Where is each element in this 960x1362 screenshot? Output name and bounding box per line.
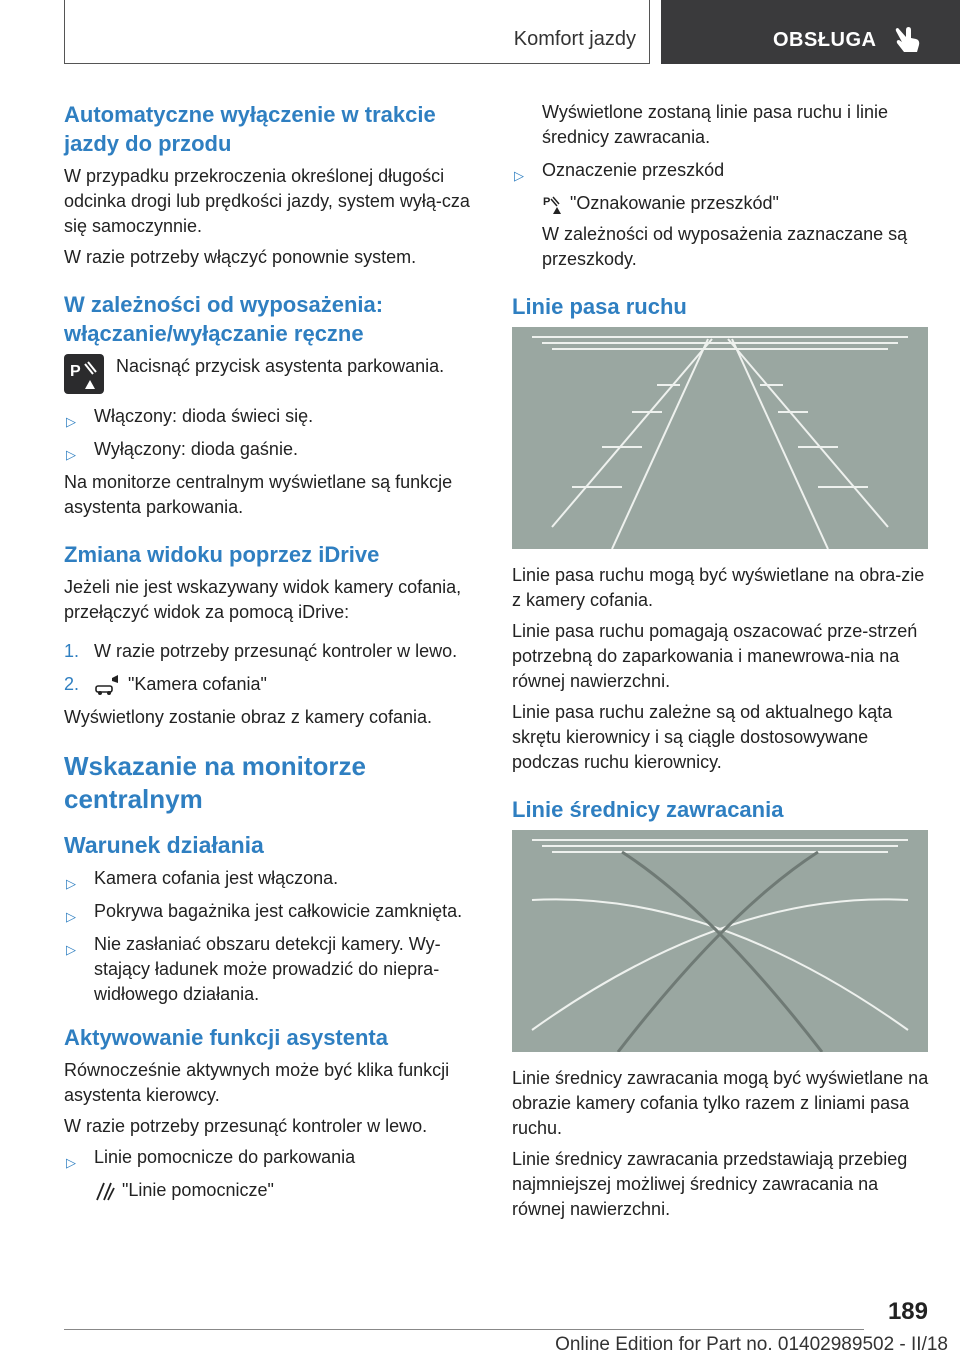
paragraph: Równocześnie aktywnych może być klika funkcji asystenta kierowcy.: [64, 1060, 450, 1105]
paragraph: W zależności od wyposażenia zaznaczane są przeszkody.: [542, 224, 908, 269]
paragraph: Linie pasa ruchu mogą być wyświetlane na obra-zie z kamery cofania.: [512, 565, 925, 610]
hand-pointer-icon: [894, 24, 922, 56]
heading-lanes: Linie pasa ruchu: [512, 294, 687, 319]
triangle-bullet-icon: ▷: [66, 942, 76, 957]
triangle-bullet-icon: ▷: [66, 909, 76, 924]
triangle-bullet-icon: ▷: [514, 168, 524, 183]
svg-text:P: P: [70, 363, 81, 380]
header-rule-bottom: [64, 63, 650, 64]
page-number: 189: [887, 1298, 928, 1325]
heading-manual-switch: W zależności od wyposażenia: włączanie/wyłączanie ręczne: [64, 292, 384, 346]
paragraph: Linie średnicy zawracania mogą być wyświetlane na obrazie kamery cofania tylko razem z liniami pasa ruchu.: [512, 1068, 929, 1138]
park-assist-button-row: [64, 354, 484, 394]
triangle-bullet-icon: ▷: [66, 414, 76, 429]
function-list: [64, 1145, 484, 1170]
lane-lines-camera-image: [512, 327, 928, 549]
list-item: ▷ Linie pomocnicze do parkowania: [64, 1145, 484, 1170]
chapter-tab-label: OBSŁUGA: [773, 29, 877, 51]
paragraph: Jeżeli nie jest wskazywany widok kamery cofania, przełączyć widok za pomocą iDrive:: [64, 577, 462, 622]
menu-entry-guides: "Linie pomocnicze": [64, 1178, 484, 1203]
heading-turning-circle: Linie średnicy zawracania: [512, 797, 784, 822]
rear-camera-icon: [94, 674, 120, 696]
obstacle-list: [512, 158, 932, 183]
turning-circle-camera-image: [512, 830, 928, 1052]
list-item: ▷ Nie zasłaniać obszaru detekcji kamery. Wy-stający ładunek może prowadzić do niepra-widłowego działania.: [66, 934, 441, 1004]
triangle-bullet-icon: ▷: [66, 1155, 76, 1170]
list-item: 1. W razie potrzeby przesunąć kontroler w lewo.: [64, 641, 458, 661]
heading-change-view: Zmiana widoku poprzez iDrive: [64, 542, 380, 567]
obstacle-marking-icon: [542, 193, 564, 215]
paragraph: W przypadku przekroczenia określonej długości odcinka drogi lub prędkości jazdy, system wyłą-cza się samoczynnie.: [64, 166, 470, 236]
triangle-bullet-icon: ▷: [66, 876, 76, 891]
paragraph: Wyświetlone zostaną linie pasa ruchu i linie średnicy zawracania.: [542, 102, 889, 147]
header-rule-right: [649, 0, 650, 64]
list-item: 2. "Kamera cofania": [64, 674, 267, 694]
right-column: [512, 100, 932, 1228]
chapter-tab: [661, 0, 960, 64]
triangle-bullet-icon: ▷: [66, 447, 76, 462]
steps-list: [64, 639, 484, 697]
paragraph: Linie średnicy zawracania przedstawiają przebieg najmniejszej możliwej średnicy zawracania na równej nawierzchni.: [512, 1149, 908, 1219]
list-item: ▷ Kamera cofania jest włączona.: [64, 866, 484, 891]
paragraph: W razie potrzeby włączyć ponownie system.: [64, 247, 417, 267]
guide-lines-icon: [94, 1180, 116, 1202]
list-item: ▷ Włączony: dioda świeci się.: [64, 404, 484, 429]
condition-list: [64, 866, 484, 1007]
edition-footer: Online Edition for Part no. 01402989502 - II/18: [555, 1334, 948, 1355]
paragraph: Nacisnąć przycisk asystenta parkowania.: [116, 356, 445, 376]
paragraph: Linie pasa ruchu zależne są od aktualnego kąta skrętu kierownicy i są ciągle dostosowywane podczas ruchu kierownicy.: [512, 702, 893, 772]
heading-auto-off: Automatyczne wyłączenie w trakcie jazdy do przodu: [64, 102, 436, 156]
list-item: ▷ Pokrywa bagażnika jest całkowicie zamknięta.: [64, 899, 484, 924]
header-rule-left: [64, 0, 65, 64]
left-column: [64, 100, 484, 1209]
section-title: Komfort jazdy: [513, 28, 636, 50]
heading-activate: Aktywowanie funkcji asystenta: [64, 1025, 388, 1050]
heading-condition: Warunek działania: [64, 832, 264, 858]
footer-rule: [64, 1329, 864, 1330]
paragraph: W razie potrzeby przesunąć kontroler w lewo.: [64, 1116, 428, 1136]
paragraph: Linie pasa ruchu pomagają oszacować prze-strzeń potrzebną do zaparkowania i manewrowa-nia na równej nawierzchni.: [512, 621, 918, 691]
paragraph: Wyświetlony zostanie obraz z kamery cofania.: [64, 707, 432, 727]
svg-text:P: P: [543, 195, 551, 208]
park-assist-button-icon: [64, 354, 104, 394]
heading-display: Wskazanie na monitorze centralnym: [64, 751, 366, 814]
menu-entry-obstacles: P "Oznakowanie przeszkód": [543, 193, 779, 213]
list-item: ▷ Wyłączony: dioda gaśnie.: [64, 437, 484, 462]
list-item: ▷ Oznaczenie przeszkód: [512, 158, 932, 183]
paragraph: Na monitorze centralnym wyświetlane są funkcje asystenta parkowania.: [64, 472, 453, 517]
led-state-list: [64, 404, 484, 462]
